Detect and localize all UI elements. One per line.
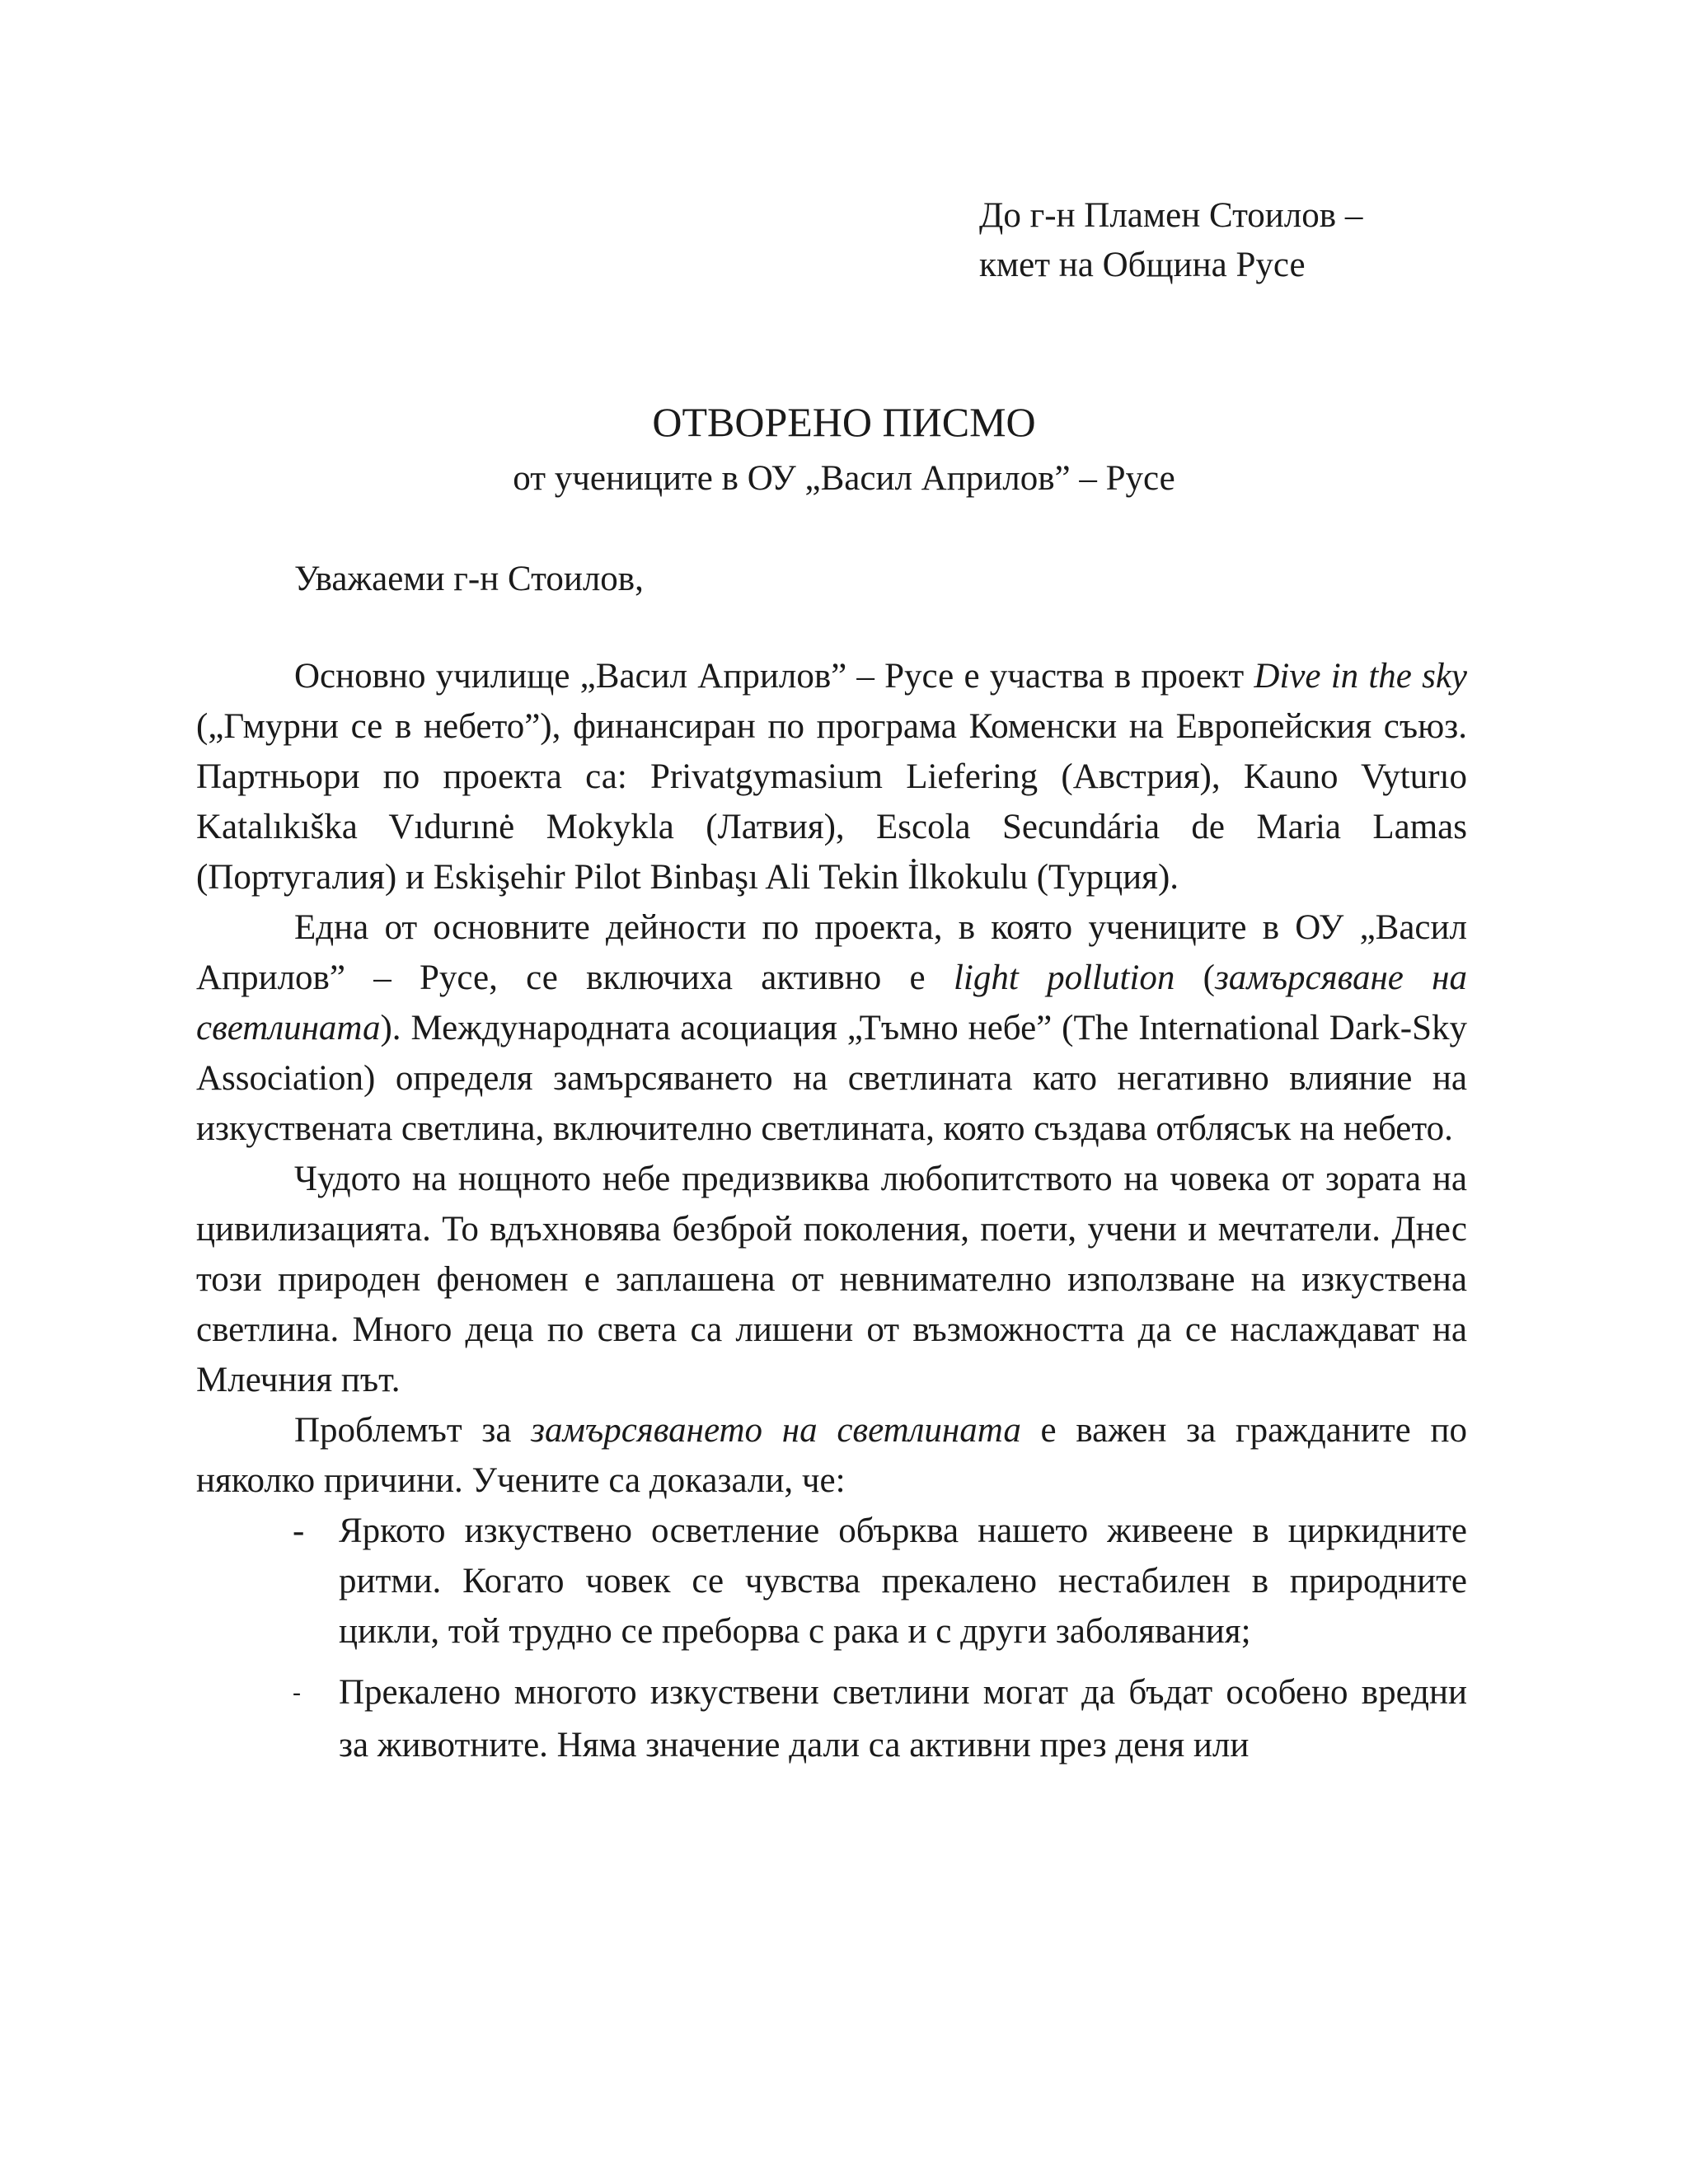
addressee-line-1: До г-н Пламен Стоилов – <box>979 196 1363 235</box>
light-pollution-topic-italic: замърсяването на светлината <box>531 1411 1021 1450</box>
paragraph-2-text-a: Една от основните дейности по проекта, в която учениците в ОУ „Васил Априлов” – Русе, се включиха активно е <box>196 908 1467 997</box>
paragraph-1-text-a: Основно училище „Васил Априлов” – Русе е участва в проект <box>294 657 1254 696</box>
list-dash: - <box>293 1511 305 1550</box>
light-pollution-italic: light pollution <box>953 958 1175 997</box>
light-pollution-bg-italic: замърсяване на светлината <box>196 958 1468 1047</box>
findings-list <box>196 1506 1467 1772</box>
paragraph-2-text-e: ). Международната асоциация „Тъмно небе” (The International Dark-Sky Association) определя замърсяването на светлината като негативно влияние на изкуствената светлина, включително светлината, която създава отблясък на небето. <box>196 1009 1467 1148</box>
project-name-italic: Dive in the sky <box>1254 657 1468 696</box>
paragraph-1-text-c: („Гмурни се в небето”), финансиран по програма Коменски на Европейския съюз. Партньори по проекта са: Privatgymasium Liefering (Австрия), Kauno Vyturıo Katalıkıška Vıdurınė Mokykla (Латвия), Escola Secundária de Maria Lamas (Португалия) и Eskişehir Pilot Binbaşı Ali Tekin İlkokulu (Турция). <box>196 707 1467 897</box>
paragraph-4-text-a: Проблемът за <box>294 1411 532 1450</box>
list-item-text: Яркото изкуствено осветление обърква нашето живеене в циркидните ритми. Когато човек се чувства прекалено нестабилен в природните цикли, той трудно се преборва с рака и с други заболявания; <box>339 1511 1467 1651</box>
list-item <box>293 1506 1467 1657</box>
greeting: Уважаеми г-н Стоилов, <box>294 560 644 598</box>
letter-subtitle: от учениците в ОУ „Васил Априлов” – Русе <box>513 459 1175 498</box>
letter-body <box>196 651 1467 1772</box>
paragraph-4-text-c: е важен за гражданите по няколко причини. Учените са доказали, че: <box>196 1411 1467 1500</box>
paragraph-3: Чудото на нощното небе предизвиква любопитството на човека от зората на цивилизацията. То вдъхновява безброй поколения, поети, учени и мечтатели. Днес този природен феномен е заплашена от невнимателно използване на изкуствена светлина. Много деца по света са лишени от възможността да се наслаждават на Млечния път. <box>196 1160 1467 1399</box>
addressee-block <box>979 191 1362 290</box>
paragraph-2 <box>196 902 1467 1154</box>
paragraph-1 <box>196 651 1467 902</box>
list-item <box>293 1666 1467 1772</box>
paragraph-2-text-c: ( <box>1175 958 1215 997</box>
paragraph-4 <box>196 1405 1467 1506</box>
letter-title: ОТВОРЕНО ПИСМО <box>652 399 1036 445</box>
list-item-text: Прекалено многото изкуствени светлини могат да бъдат особено вредни за животните. Няма значение дали са активни през деня или <box>339 1673 1467 1765</box>
list-dash: - <box>293 1679 301 1706</box>
addressee-line-2: кмет на Община Русе <box>979 246 1306 284</box>
